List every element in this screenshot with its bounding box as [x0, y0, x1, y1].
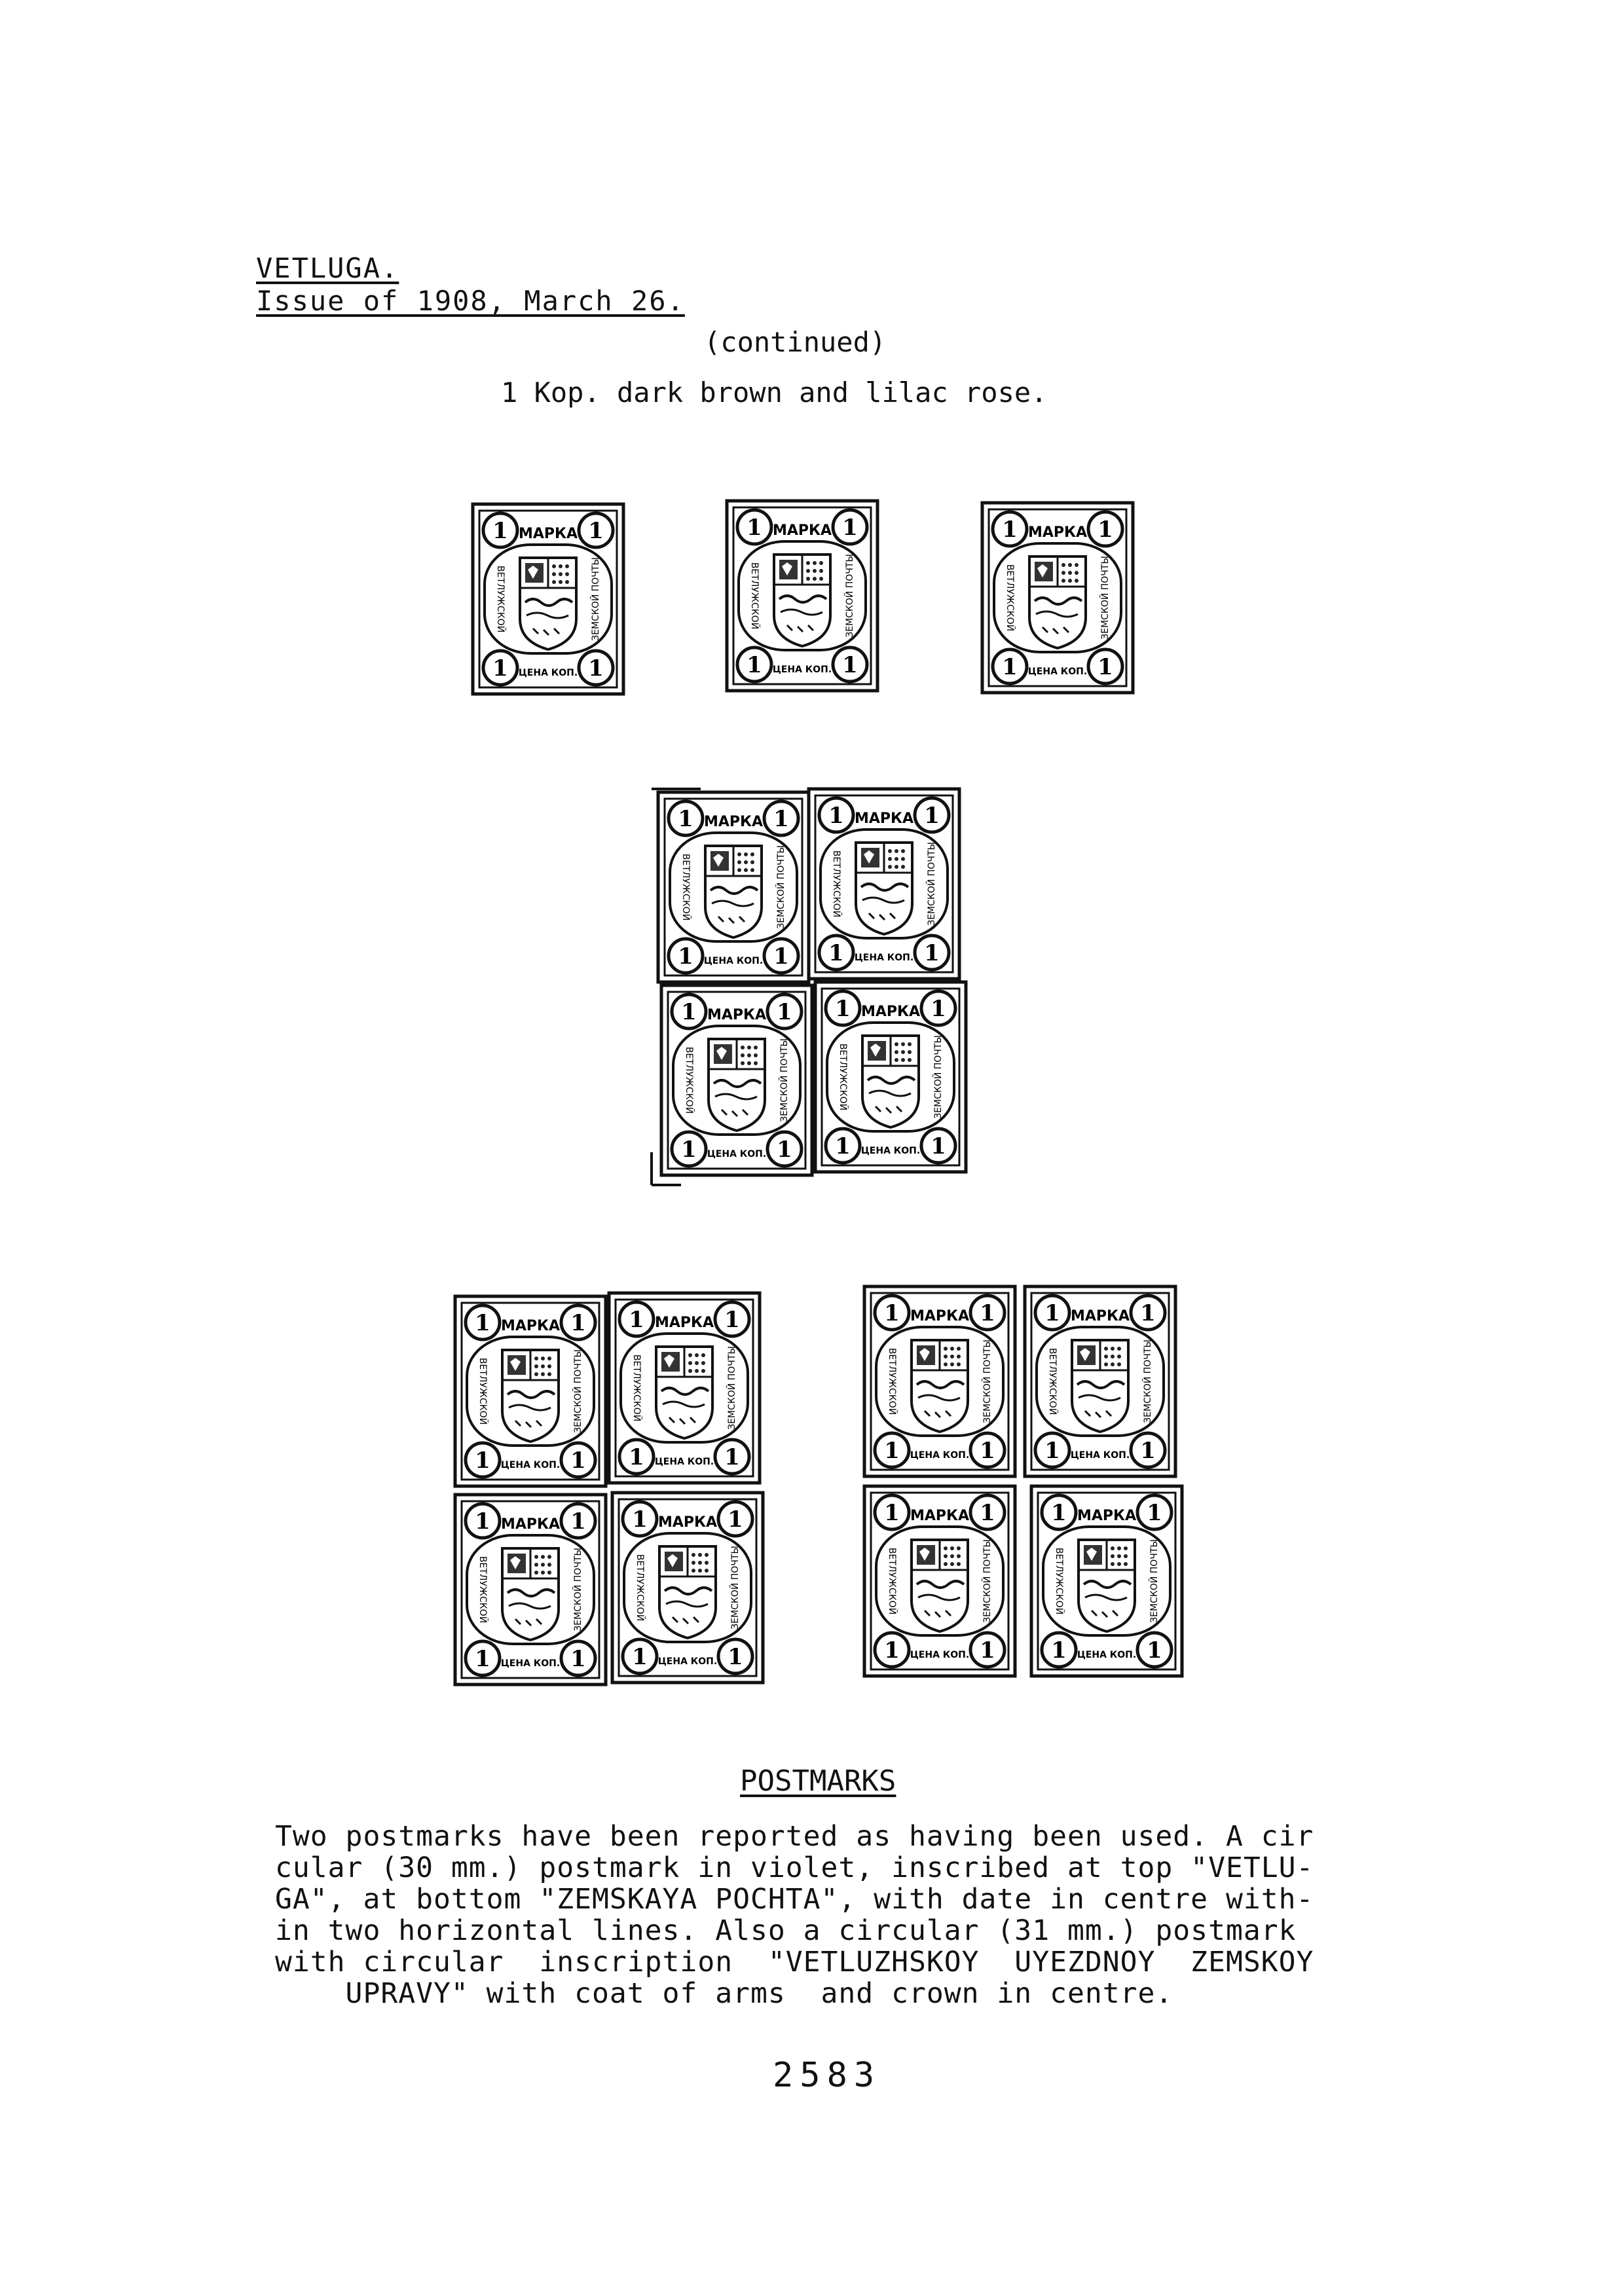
postmarks-heading: POSTMARKS [740, 1764, 896, 1798]
stamp-value: 1 [728, 1506, 743, 1533]
stamp-value: 1 [828, 940, 844, 966]
stamp-value: 1 [475, 1448, 490, 1474]
stamp-bottom-text: ЦЕНА КОП. [860, 1146, 921, 1156]
stamp-right-text: ЗЕМСКОЙ ПОЧТЫ [1149, 1539, 1160, 1623]
stamp-bottom-text: ЦЕНА КОП. [500, 1460, 561, 1470]
stamp-value: 1 [632, 1506, 648, 1533]
stamp-right-text: ЗЕМСКОЙ ПОЧТЫ [776, 845, 786, 929]
stamp-value: 1 [884, 1500, 900, 1526]
stamp-right-text: ЗЕМСКОЙ ПОЧТЫ [982, 1539, 993, 1623]
stamp-value: 1 [980, 1500, 995, 1526]
stamp-top-word: МАРКА [1077, 1508, 1137, 1524]
page-number: 2583 [773, 2056, 881, 2095]
postmarks-line: GA", at bottom "ZEMSKAYA POCHTA", with date in centre with- [275, 1883, 1314, 1916]
stamp-value: 1 [475, 1646, 490, 1672]
stamp-value: 1 [570, 1508, 586, 1535]
stamp-value: 1 [980, 1438, 995, 1464]
stamp-left-text: ВЕТЛУЖСКОЙ [631, 1354, 642, 1422]
stamp [809, 789, 959, 979]
stamp-left-text: ВЕТЛУЖСКОЙ [495, 565, 506, 633]
stamp-left-text: ВЕТЛУЖСКОЙ [477, 1357, 488, 1425]
stamp [661, 985, 812, 1175]
stamp-left-text: ВЕТЛУЖСКОЙ [887, 1347, 897, 1415]
center-block [652, 789, 966, 1185]
stamp-value: 1 [1140, 1300, 1156, 1326]
stamp-right-text: ЗЕМСКОЙ ПОЧТЫ [927, 842, 937, 926]
stamp-right-text: ЗЕМСКОЙ ПОЧТЫ [933, 1035, 944, 1119]
stamp-bottom-text: ЦЕНА КОП. [707, 1149, 767, 1159]
stamp-value: 1 [924, 803, 940, 829]
stamp [864, 1486, 1015, 1676]
stamp-value: 1 [777, 1137, 792, 1163]
stamp-value: 1 [884, 1438, 900, 1464]
stamp-value: 1 [629, 1444, 644, 1470]
place-title: VETLUGA. [256, 252, 399, 284]
stamp-bottom-text: ЦЕНА КОП. [657, 1656, 718, 1667]
stamp-left-text: ВЕТЛУЖСКОЙ [838, 1043, 848, 1111]
stamp-value: 1 [632, 1644, 648, 1670]
stamp [609, 1293, 760, 1483]
stamp-top-word: МАРКА [657, 1514, 718, 1531]
stamp-left-text: ВЕТЛУЖСКОЙ [1005, 564, 1015, 632]
stamp-subtitle: 1 Kop. dark brown and lilac rose. [501, 376, 1048, 409]
stamp-right-text: ЗЕМСКОЙ ПОЧТЫ [1100, 556, 1111, 640]
postmarks-line: in two horizontal lines. Also a circular (31 mm.) postmark [275, 1914, 1297, 1947]
stamp-value: 1 [724, 1444, 740, 1470]
lower-right-block [864, 1286, 1182, 1676]
stamp-value: 1 [835, 1133, 851, 1159]
stamp-top-word: МАРКА [772, 522, 832, 539]
stamp-right-text: ЗЕМСКОЙ ПОЧТЫ [573, 1349, 583, 1433]
stamp-top-word: МАРКА [500, 1318, 561, 1334]
single-stamp-3 [982, 503, 1133, 693]
stamp [815, 982, 966, 1172]
stamp-value: 1 [1147, 1637, 1162, 1664]
stamp-value: 1 [1051, 1637, 1067, 1664]
stamp-value: 1 [1002, 654, 1018, 680]
stamp-top-word: МАРКА [910, 1308, 970, 1324]
stamp-top-word: МАРКА [854, 811, 914, 827]
stamp-value: 1 [842, 652, 858, 678]
stamp-left-text: ВЕТЛУЖСКОЙ [635, 1554, 645, 1622]
stamp [1031, 1486, 1182, 1676]
stamp-left-text: ВЕТЛУЖСКОЙ [1054, 1547, 1064, 1615]
stamp-value: 1 [1051, 1500, 1067, 1526]
postmarks-line: with circular inscription "VETLUZHSKOY UYEZDNOY ZEMSKOY [275, 1946, 1314, 1978]
stamp-value: 1 [681, 1137, 697, 1163]
stamp-right-text: ЗЕМСКОЙ ПОЧТЫ [982, 1339, 993, 1423]
stamp-top-word: МАРКА [654, 1315, 714, 1331]
stamp [455, 1296, 606, 1486]
stamp-top-word: МАРКА [518, 526, 578, 542]
stamp-value: 1 [629, 1307, 644, 1333]
stamp-value: 1 [728, 1644, 743, 1670]
postmarks-line: cular (30 mm.) postmark in violet, inscribed at top "VETLU- [275, 1851, 1314, 1884]
stamp-value: 1 [570, 1646, 586, 1672]
stamp-bottom-text: ЦЕНА КОП. [654, 1457, 714, 1467]
issue-text: Issue of 1908, March 26. [256, 285, 685, 317]
stamp-value: 1 [773, 806, 789, 832]
stamp-top-word: МАРКА [910, 1508, 970, 1524]
stamp-bottom-text: ЦЕНА КОП. [772, 665, 832, 675]
stamp-value: 1 [1044, 1300, 1060, 1326]
single-stamp-2 [727, 501, 877, 691]
stamp-value: 1 [588, 518, 604, 544]
stamp-value: 1 [924, 940, 940, 966]
stamp-value: 1 [678, 806, 693, 832]
stamp-value: 1 [835, 996, 851, 1022]
stamp [658, 792, 809, 982]
stamp-value: 1 [884, 1637, 900, 1664]
stamp-value: 1 [1002, 517, 1018, 543]
stamp [1025, 1286, 1175, 1476]
stamp-left-text: ВЕТЛУЖСКОЙ [831, 850, 841, 918]
postmarks-line: Two postmarks have been reported as having been used. A cir [275, 1820, 1314, 1853]
stamp-bottom-text: ЦЕНА КОП. [518, 668, 578, 678]
stamp-bottom-text: ЦЕНА КОП. [703, 956, 764, 966]
stamp-value: 1 [588, 655, 604, 682]
stamp-left-text: ВЕТЛУЖСКОЙ [1047, 1347, 1058, 1415]
continued-note: (continued) [704, 326, 887, 358]
stamp-left-text: ВЕТЛУЖСКОЙ [887, 1547, 897, 1615]
stamp-value: 1 [492, 655, 508, 682]
stamp-value: 1 [931, 996, 946, 1022]
stamp-value: 1 [681, 999, 697, 1025]
stamp-value: 1 [884, 1300, 900, 1326]
stamp-value: 1 [842, 515, 858, 541]
stamp-right-text: ЗЕМСКОЙ ПОЧТЫ [730, 1546, 741, 1630]
stamp-bottom-text: ЦЕНА КОП. [1077, 1650, 1137, 1660]
stamp-right-text: ЗЕМСКОЙ ПОЧТЫ [845, 554, 855, 638]
postmarks-line: UPRAVY" with coat of arms and crown in centre. [275, 1977, 1173, 2010]
stamp-bottom-text: ЦЕНА КОП. [854, 953, 914, 963]
stamp-value: 1 [1098, 517, 1113, 543]
stamp-bottom-text: ЦЕНА КОП. [1070, 1450, 1130, 1461]
stamp-right-text: ЗЕМСКОЙ ПОЧТЫ [573, 1548, 583, 1631]
stamp-value: 1 [678, 943, 693, 970]
stamp-top-word: МАРКА [1027, 524, 1088, 541]
stamp [455, 1495, 606, 1685]
stamp-top-word: МАРКА [500, 1516, 561, 1533]
stamp-bottom-text: ЦЕНА КОП. [500, 1658, 561, 1669]
stamp-value: 1 [1098, 654, 1113, 680]
stamp-value: 1 [724, 1307, 740, 1333]
stamp-value: 1 [747, 652, 762, 678]
stamp-value: 1 [747, 515, 762, 541]
stamp-value: 1 [1140, 1438, 1156, 1464]
stamp-right-text: ЗЕМСКОЙ ПОЧТЫ [727, 1346, 737, 1430]
stamp-top-word: МАРКА [860, 1004, 921, 1020]
stamp-value: 1 [570, 1448, 586, 1474]
stamp-top-word: МАРКА [703, 814, 764, 830]
stamp-value: 1 [492, 518, 508, 544]
stamp-right-text: ЗЕМСКОЙ ПОЧТЫ [591, 557, 601, 641]
single-stamp-1 [473, 504, 623, 694]
stamp-left-text: ВЕТЛУЖСКОЙ [684, 1046, 694, 1114]
stamp-left-text: ВЕТЛУЖСКОЙ [477, 1556, 488, 1624]
stamp-left-text: ВЕТЛУЖСКОЙ [680, 853, 691, 921]
stamp-bottom-text: ЦЕНА КОП. [910, 1650, 970, 1660]
stamp-value: 1 [475, 1310, 490, 1336]
stamp-value: 1 [570, 1310, 586, 1336]
stamp-value: 1 [1044, 1438, 1060, 1464]
stamp-value: 1 [980, 1637, 995, 1664]
stamp-value: 1 [931, 1133, 946, 1159]
stamp-right-text: ЗЕМСКОЙ ПОЧТЫ [1143, 1339, 1153, 1423]
stamp-value: 1 [1147, 1500, 1162, 1526]
stamp [864, 1286, 1015, 1476]
stamp-value: 1 [475, 1508, 490, 1535]
stamp-value: 1 [773, 943, 789, 970]
stamp-bottom-text: ЦЕНА КОП. [1027, 666, 1088, 677]
stamp-left-text: ВЕТЛУЖСКОЙ [749, 562, 760, 630]
stamp-value: 1 [828, 803, 844, 829]
stamp [612, 1493, 763, 1683]
stamp-right-text: ЗЕМСКОЙ ПОЧТЫ [779, 1038, 790, 1122]
stamp-value: 1 [980, 1300, 995, 1326]
lower-left-block [455, 1293, 763, 1685]
stamp-top-word: МАРКА [707, 1007, 767, 1023]
stamp-value: 1 [777, 999, 792, 1025]
stamp-top-word: МАРКА [1070, 1308, 1130, 1324]
stamp-bottom-text: ЦЕНА КОП. [910, 1450, 970, 1461]
